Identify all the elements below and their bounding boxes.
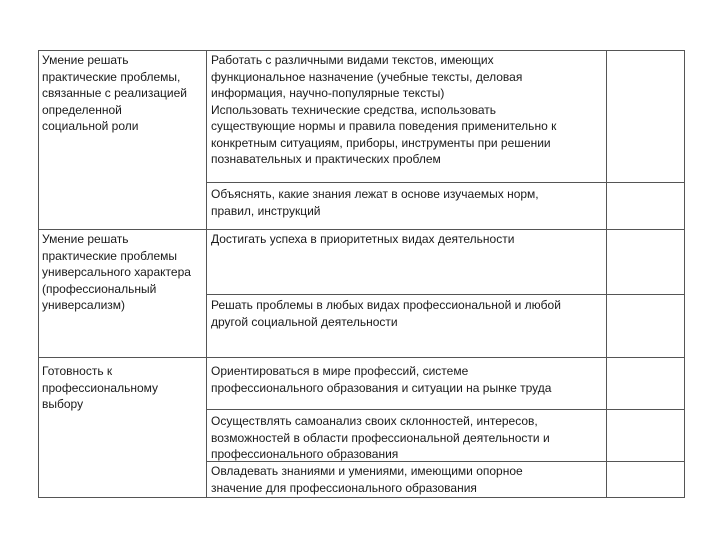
subrow-divider-3 <box>206 409 685 410</box>
column-divider-2 <box>606 50 607 498</box>
skill-cell: Осуществлять самоанализ своих склонностей, интересов, возможностей в области профессиональной деятельности и профессионального образования <box>211 414 550 461</box>
row-divider-2 <box>38 357 685 358</box>
skill-cell: Достигать успеха в приоритетных видах деятельности <box>211 232 515 246</box>
skill-cell: Объяснять, какие знания лежат в основе изучаемых норм, правил, инструкций <box>211 187 539 218</box>
competence-cell: Готовность к профессиональному выбору <box>42 364 159 411</box>
subrow-divider-2 <box>206 294 685 295</box>
column-divider-1 <box>206 50 207 498</box>
skill-cell: Овладевать знаниями и умениями, имеющими опорное значение для профессионального образования <box>211 464 523 495</box>
competence-cell: Умение решать практические проблемы, связанные с реализацией определенной социальной роли <box>42 53 187 133</box>
skill-cell: Ориентироваться в мире профессий, системе профессионального образования и ситуации на рынке труда <box>211 364 552 395</box>
competence-cell: Умение решать практические проблемы универсального характера (профессиональный универсализм) <box>42 232 191 312</box>
subrow-divider-1 <box>206 182 685 183</box>
skill-cell: Работать с различными видами текстов, имеющих функциональное назначение (учебные тексты, деловая информация, научно-популярные тексты) Использовать технические средства, использовать существующие нормы и правила поведения применительно к конкретным ситуациям, приборы, инструменты при решении познавательных и практических проблем <box>211 53 557 166</box>
skill-cell: Решать проблемы в любых видах профессиональной и любой другой социальной деятельности <box>211 298 561 329</box>
row-divider-1 <box>38 229 685 230</box>
